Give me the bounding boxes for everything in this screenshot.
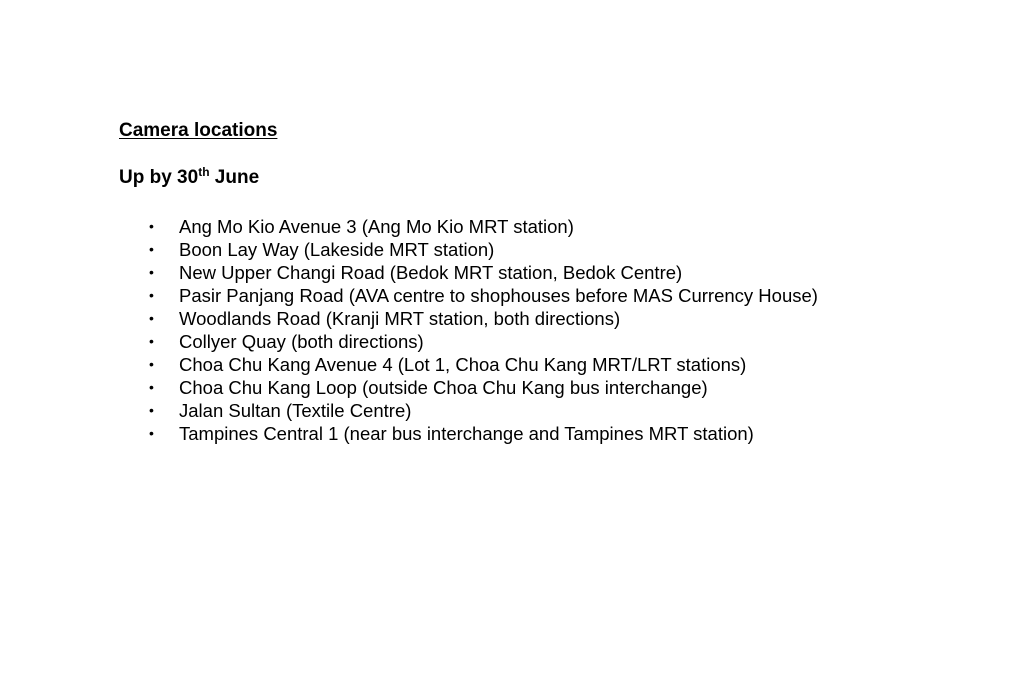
bullet-icon: • (149, 218, 154, 234)
bullet-icon: • (149, 379, 154, 395)
list-item-text: Ang Mo Kio Avenue 3 (Ang Mo Kio MRT station) (179, 216, 574, 237)
section-heading-superscript: th (198, 165, 210, 179)
list-item-text: Woodlands Road (Kranji MRT station, both directions) (179, 308, 621, 329)
list-item-text: Tampines Central 1 (near bus interchange and Tampines MRT station) (179, 423, 754, 444)
bullet-icon: • (149, 356, 154, 372)
bullet-icon: • (149, 241, 154, 257)
bullet-icon: • (149, 333, 154, 349)
list-item-text: Pasir Panjang Road (AVA centre to shophouses before MAS Currency House) (179, 285, 818, 306)
bullet-icon: • (149, 310, 154, 326)
bullet-icon: • (149, 287, 154, 303)
bullet-icon: • (149, 264, 154, 280)
list-item-text: New Upper Changi Road (Bedok MRT station, Bedok Centre) (179, 262, 683, 283)
bullet-icon: • (149, 402, 154, 418)
list-item-text: Collyer Quay (both directions) (179, 331, 424, 352)
list-item-text: Choa Chu Kang Avenue 4 (Lot 1, Choa Chu Kang MRT/LRT stations) (179, 354, 747, 375)
section-heading-suffix: June (209, 167, 260, 188)
list-item-text: Choa Chu Kang Loop (outside Choa Chu Kang bus interchange) (179, 377, 708, 398)
section-heading (119, 167, 259, 189)
list-item-text: Jalan Sultan (Textile Centre) (179, 400, 412, 421)
section-heading-prefix: Up by 30 (119, 167, 199, 188)
bullet-icon: • (149, 425, 154, 441)
list-item-text: Boon Lay Way (Lakeside MRT station) (179, 239, 495, 260)
document-title: Camera locations (119, 120, 278, 141)
